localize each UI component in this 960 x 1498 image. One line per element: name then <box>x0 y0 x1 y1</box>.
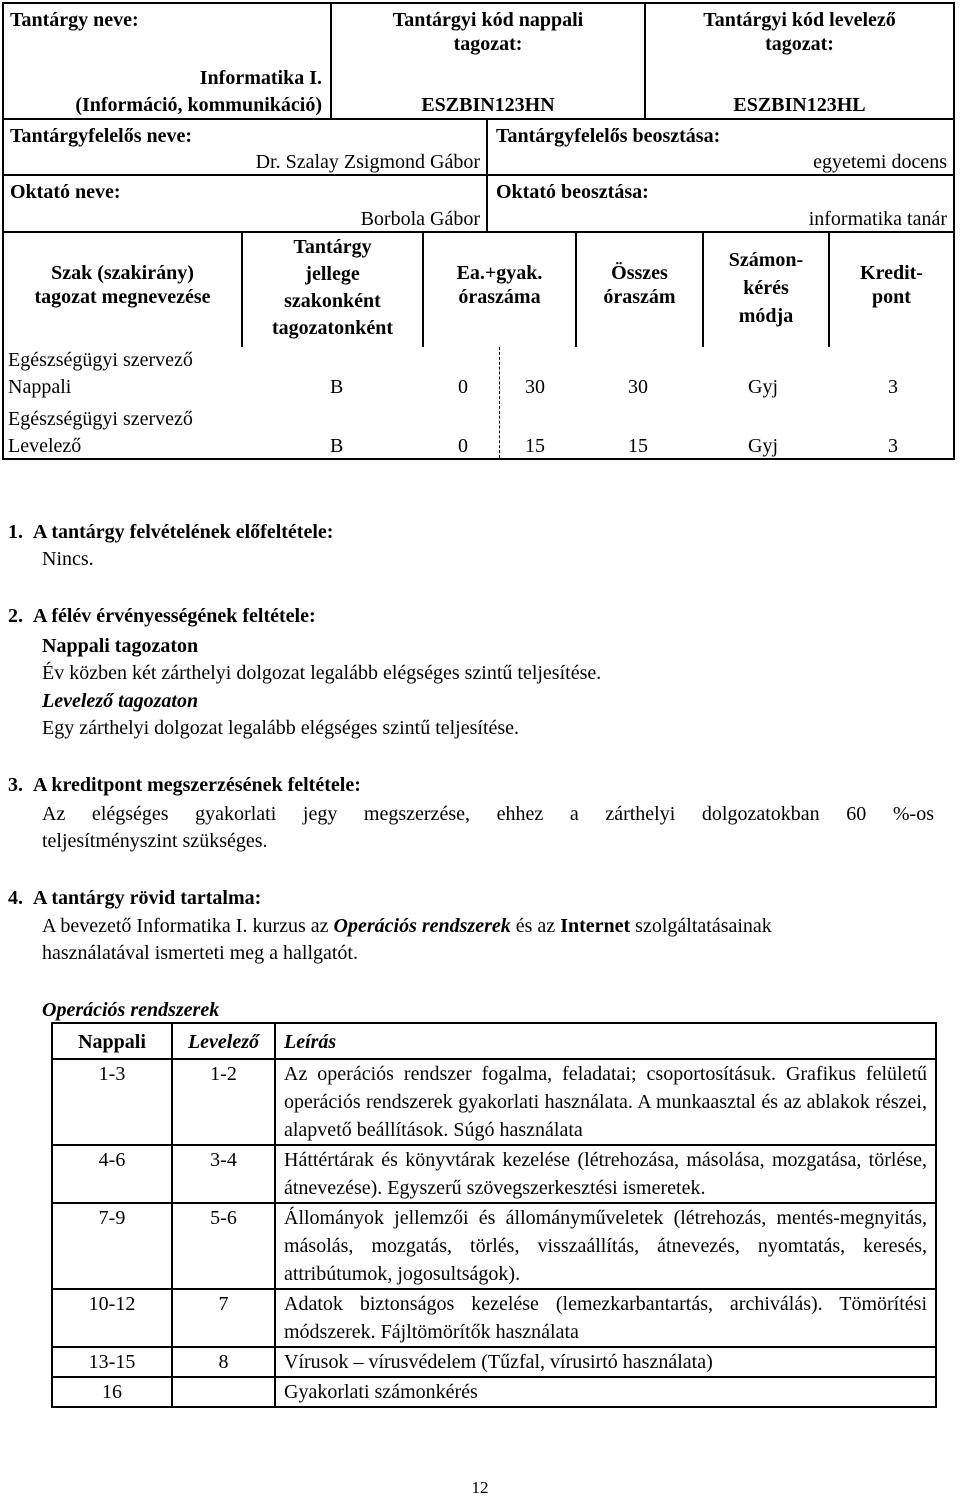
table-row <box>52 1289 936 1347</box>
section-4-heading: 4. A tantárgy rövid tartalma: <box>8 887 262 909</box>
topic-description: Gyakorlati számonkérés <box>275 1377 936 1407</box>
row2-hours: 0 <box>458 435 468 457</box>
row1-credit: 3 <box>888 376 898 398</box>
row2-type: B <box>330 435 344 457</box>
topic-description: Az operációs rendszer fogalma, feladatai; csoportosításuk. Grafikus felületű operációs rendszerek gyakorlati használata. A munkaasztal és az ablakok részei, alapvető beállítások. Súgó használata <box>275 1059 936 1145</box>
subject-name-label: Tantárgy neve: <box>10 9 139 31</box>
topics-header-row <box>52 1023 936 1059</box>
section-1-text: Nincs. <box>42 548 94 570</box>
row1-mode: Nappali <box>8 376 72 398</box>
responsible-label: Tantárgyfelelős neve: <box>10 125 193 147</box>
code-day-value: ESZBIN123HN <box>421 94 555 116</box>
topics-col-day: Nappali <box>52 1023 172 1059</box>
section-2-day-label: Nappali tagozaton <box>42 635 199 657</box>
topic-day: 13-15 <box>52 1347 172 1377</box>
row2-total: 15 <box>628 435 648 457</box>
col-credit-header: Kredit- pont <box>860 262 923 308</box>
topic-correspondence: 3-4 <box>172 1145 275 1203</box>
col-program-header: Szak (szakirány) tagozat megnevezése <box>34 262 211 308</box>
topic-description: Vírusok – vírusvédelem (Tűzfal, vírusirtó használata) <box>275 1347 936 1377</box>
subject-name-line2: (Információ, kommunikáció) <box>75 94 322 116</box>
row1-hours-practice: 30 <box>525 376 545 398</box>
row1-hours: 0 <box>458 376 468 398</box>
section-3-heading: 3. A kreditpont megszerzésének feltétele: <box>8 774 361 796</box>
topic-day: 10-12 <box>52 1289 172 1347</box>
subject-name-line1: Informatika I. <box>199 67 322 89</box>
row1-exam: Gyj <box>748 376 778 398</box>
section-2-heading: 2. A félév érvényességének feltétele: <box>8 605 316 627</box>
section-1-heading: 1. A tantárgy felvételének előfeltétele: <box>8 521 334 543</box>
row2-hours-practice: 15 <box>525 435 545 457</box>
col-exam-header: Számon- kérés módja <box>728 249 804 327</box>
section-3-text-line1: Az elégséges gyakorlati jegy megszerzése, ehhez a zárthelyi dolgozatokban 60 %-os <box>42 803 934 825</box>
section-4-text-line1: A bevezető Informatika I. kurzus az Operációs rendszerek és az Internet szolgáltatásainak <box>42 915 772 937</box>
page-number: 12 <box>471 1478 489 1497</box>
teacher-role-label: Oktató beosztása: <box>496 181 649 203</box>
row2-mode: Levelező <box>8 435 82 457</box>
code-correspondence-value: ESZBIN123HL <box>733 94 866 116</box>
topic-description: Adatok biztonságos kezelése (lemezkarbantartás, archiválás). Tömörítési módszerek. Fájltömörítők használata <box>275 1289 936 1347</box>
topic-correspondence: 8 <box>172 1347 275 1377</box>
section-2-correspondence-label: Levelező tagozaton <box>42 690 199 712</box>
col-total-header: Összes óraszám <box>603 262 676 308</box>
section-3-text-line2: teljesítményszint szükséges. <box>42 830 268 852</box>
teacher-name: Borbola Gábor <box>360 208 480 230</box>
col-hours-header: Ea.+gyak. óraszáma <box>456 262 543 308</box>
topic-correspondence <box>172 1377 275 1407</box>
responsible-role-label: Tantárgyfelelős beosztása: <box>496 125 721 147</box>
topic-correspondence: 5-6 <box>172 1203 275 1289</box>
section-2-correspondence-text: Egy zárthelyi dolgozat legalább elégséges szintű teljesítése. <box>42 717 520 739</box>
row1-program: Egészségügyi szervező <box>8 349 193 371</box>
topic-day: 7-9 <box>52 1203 172 1289</box>
row1-total: 30 <box>628 376 648 398</box>
topic-day: 4-6 <box>52 1145 172 1203</box>
topic-description: Háttértárak és könyvtárak kezelése (létrehozása, másolása, mozgatása, törlése, átnevezése). Egyszerű szövegszerkesztési ismeretek. <box>275 1145 936 1203</box>
section-4-text-line2: használatával ismerteti meg a hallgatót. <box>42 942 358 964</box>
topics-col-correspondence: Levelező <box>172 1023 275 1059</box>
table-row <box>52 1059 936 1145</box>
responsible-role: egyetemi docens <box>813 151 947 173</box>
code-day-label: Tantárgyi kód nappali tagozat: <box>392 9 584 55</box>
teacher-role: informatika tanár <box>808 208 947 230</box>
course-header-table <box>2 2 955 460</box>
table-row <box>52 1377 936 1407</box>
table-row <box>52 1347 936 1377</box>
responsible-name: Dr. Szalay Zsigmond Gábor <box>255 151 480 173</box>
os-heading: Operációs rendszerek <box>42 999 220 1021</box>
row2-program: Egészségügyi szervező <box>8 408 193 430</box>
topic-correspondence: 7 <box>172 1289 275 1347</box>
col-type-header: Tantárgy jellege szakonként tagozatonként <box>271 236 394 339</box>
topic-correspondence: 1-2 <box>172 1059 275 1145</box>
table-row <box>52 1203 936 1289</box>
table-row <box>52 1145 936 1203</box>
row1-type: B <box>330 376 344 398</box>
row2-exam: Gyj <box>748 435 778 457</box>
row2-credit: 3 <box>888 435 898 457</box>
teacher-label: Oktató neve: <box>10 181 121 203</box>
topics-table <box>51 1022 937 1408</box>
topic-day: 16 <box>52 1377 172 1407</box>
topic-description: Állományok jellemzői és állományműveletek (létrehozás, mentés-megnyitás, másolás, mozgatás, törlés, visszaállítás, átnevezés, nyomtatás, keresés, attribútumok, jogosultságok). <box>275 1203 936 1289</box>
code-correspondence-label: Tantárgyi kód levelező tagozat: <box>703 9 896 55</box>
topic-day: 1-3 <box>52 1059 172 1145</box>
dashed-separator <box>499 347 500 458</box>
topics-col-description: Leírás <box>275 1023 936 1059</box>
section-2-day-text: Év közben két zárthelyi dolgozat legalább elégséges szintű teljesítése. <box>42 662 602 684</box>
